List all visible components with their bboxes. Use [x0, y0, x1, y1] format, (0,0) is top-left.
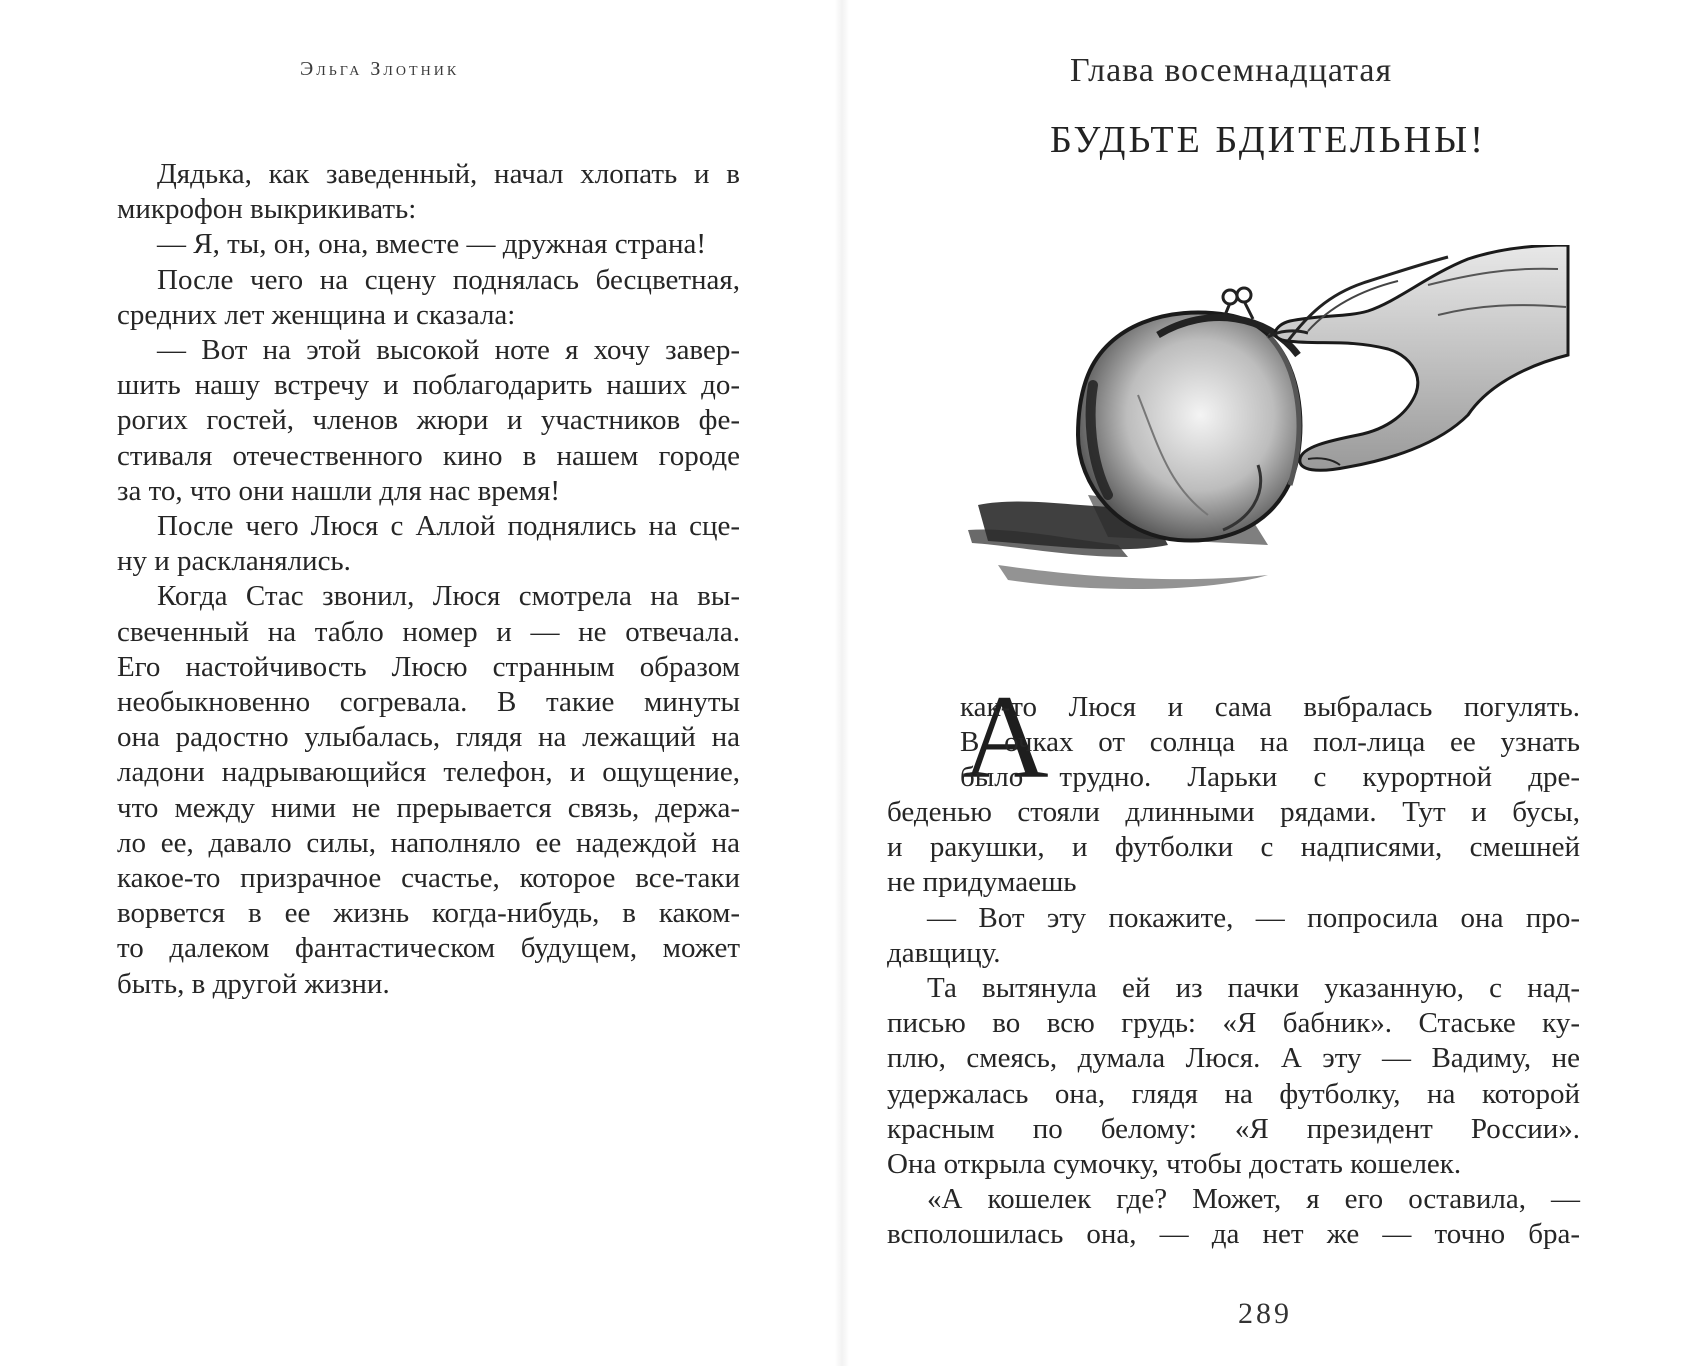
right-page-body-text — [960, 690, 1580, 796]
purse-icon — [1078, 288, 1300, 541]
text-line: какое-то призрачное счастье, которое все-таки — [117, 862, 740, 895]
text-line: ло ее, давало силы, наполняло ее надеждой на — [117, 826, 740, 859]
text-line: Она открыла сумочку, чтобы достать кошелек. — [887, 1148, 1462, 1181]
text-line: Его настойчивость Люсю странным образом — [117, 650, 740, 683]
text-line: После чего Люся с Аллой поднялись на сце- — [157, 510, 740, 543]
running-head-author: Эльга Злотник — [300, 58, 460, 80]
text-line: за то, что они нашли для нас время! — [117, 474, 560, 507]
text-line: давщицу. — [887, 936, 1001, 969]
chapter-number: Глава восемнадцатая — [1070, 52, 1393, 89]
text-line: рогих гостей, членов жюри и участников фе- — [117, 404, 740, 437]
text-line: беденью стояли длинными рядами. Тут и бусы, — [887, 796, 1580, 828]
text-line: — Вот на этой высокой ноте я хочу завер- — [157, 334, 740, 367]
text-line: не придумаешь — [887, 866, 1077, 899]
text-line: красным по белому: «Я президент России». — [887, 1112, 1580, 1145]
page-number: 289 — [1238, 1297, 1292, 1330]
drop-cap: А — [962, 670, 1049, 803]
chapter-title: БУДЬТЕ БДИТЕЛЬНЫ! — [1050, 119, 1486, 161]
text-line: всполошилась она, — да нет же — точно бра- — [887, 1218, 1580, 1251]
text-line: шить нашу встречу и поблагодарить наших до- — [117, 369, 740, 402]
text-line: то далеком фантастическом будущем, может — [117, 932, 740, 965]
text-line: плю, смеясь, думала Люся. А эту — Вадиму, не — [887, 1042, 1580, 1075]
hand-and-purse-illustration — [968, 245, 1588, 625]
text-line: и ракушки, и футболки с надписями, смешней — [887, 831, 1580, 864]
text-line: ну и раскланялись. — [117, 545, 351, 578]
text-line: В очках от солнца на пол-лица ее узнать — [960, 726, 1580, 759]
text-line: ворвется в ее жизнь когда-нибудь, в каком- — [117, 897, 740, 930]
text-line: необыкновенно согревала. В такие минуты — [117, 686, 740, 719]
text-line: свеченный на табло номер и — не отвечала. — [117, 615, 740, 648]
text-line: — Я, ты, он, она, вместе — дружная страна! — [157, 228, 707, 261]
text-line: стиваля отечественного кино в нашем городе — [117, 439, 740, 472]
text-line: она радостно улыбалась, глядя на лежащий на — [117, 721, 740, 754]
text-line: писью во всю грудь: «Я бабник». Стаське ку- — [887, 1007, 1580, 1040]
text-line: Та вытянула ей из пачки указанную, с над- — [927, 972, 1580, 1005]
text-line: «А кошелек где? Может, я его оставила, — — [927, 1183, 1580, 1216]
right-page-body-text-continued — [887, 795, 1580, 1253]
text-line: было трудно. Ларьки с курортной дре- — [960, 761, 1580, 794]
text-line: — Вот эту покажите, — попросила она про- — [927, 901, 1580, 934]
text-line: удержалась она, глядя на футболку, на которой — [887, 1077, 1580, 1110]
text-line: Дядька, как заведенный, начал хлопать и в — [157, 158, 740, 190]
text-line: быть, в другой жизни. — [117, 967, 390, 1000]
text-line: микрофон выкрикивать: — [117, 193, 417, 226]
hand-icon — [1268, 245, 1568, 470]
left-page-body-text — [117, 157, 740, 1002]
text-line: средних лет женщина и сказала: — [117, 298, 516, 331]
text-line: как-то Люся и сама выбралась погулять. — [960, 691, 1580, 723]
text-line: После чего на сцену поднялась бесцветная, — [157, 263, 740, 296]
text-line: что между ними не прерывается связь, держа- — [117, 791, 740, 824]
text-line: ладони надрывающийся телефон, и ощущение, — [117, 756, 740, 789]
text-line: Когда Стас звонил, Люся смотрела на вы- — [157, 580, 740, 613]
